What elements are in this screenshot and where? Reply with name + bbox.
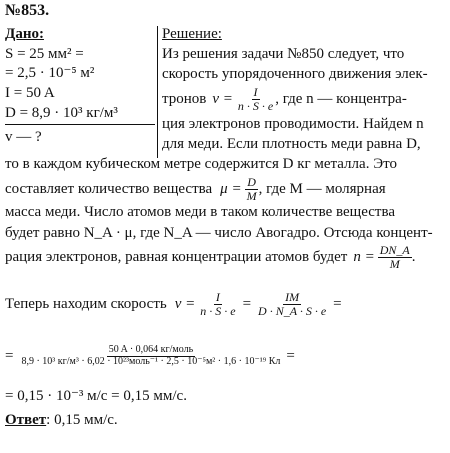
- given-line-2: = 2,5 · 10⁻⁵ м²: [5, 65, 95, 81]
- answer-line: [5, 413, 118, 428]
- fraction-numerator: D: [247, 175, 256, 189]
- solution-line-7: [5, 176, 386, 202]
- text: Теперь находим скорость: [5, 295, 167, 312]
- solution-line-13: = 0,15 · 10⁻³ м/с = 0,15 мм/с.: [5, 388, 187, 404]
- formula-lhs: v =: [212, 90, 233, 107]
- solution-line-5: для меди. Если плотность меди равна D,: [162, 136, 421, 152]
- answer-label: Ответ: [5, 412, 47, 428]
- formula-lhs: n =: [353, 248, 375, 265]
- solution-line-1: Из решения задачи №850 следует, что: [162, 46, 405, 62]
- fraction-numerator: DN_A: [379, 243, 410, 257]
- solution-title: Решение:: [162, 26, 222, 42]
- fraction: [245, 176, 259, 202]
- formula-lhs: μ =: [220, 180, 242, 197]
- text: , где n — концентра-: [275, 90, 407, 107]
- fraction-denominator: n · S · e: [200, 303, 236, 318]
- solution-line-9: будет равно N_A · μ, где N_A — число Авогадро. Отсюда концент-: [5, 225, 433, 241]
- answer-value: : 0,15 мм/с.: [46, 412, 118, 428]
- solution-line-4: ция электронов проводимости. Найдем n: [162, 116, 424, 132]
- text: рация электронов, равная концентрации атомов будет: [5, 248, 348, 265]
- fraction-denominator: M: [389, 256, 400, 271]
- fraction-denominator: 8,9 · 10³ кг/м³ · 6,02 · 10²³моль⁻¹ · 2,5 · 10⁻⁵м² · 1,6 · 10⁻¹⁹ Кл: [21, 355, 281, 367]
- fraction-denominator: n · S · e: [237, 98, 274, 113]
- given-line-3: I = 50 A: [5, 85, 55, 101]
- solution-line-11: [5, 291, 342, 317]
- text: составляет количество вещества: [5, 180, 213, 197]
- equals: =: [242, 295, 252, 312]
- fraction: [378, 244, 412, 270]
- given-separator: [157, 26, 158, 158]
- text: , где M — молярная: [258, 180, 386, 197]
- fraction: [236, 86, 275, 112]
- fraction: [198, 291, 237, 317]
- equals: =: [333, 295, 342, 312]
- given-divider: [5, 124, 155, 125]
- solution-line-3: [162, 86, 407, 112]
- given-line-4: D = 8,9 · 10³ кг/м³: [5, 105, 118, 121]
- text: .: [411, 248, 416, 265]
- given-line-1: S = 25 мм² =: [5, 46, 84, 62]
- given-unknown: v — ?: [5, 129, 42, 145]
- given-title: Дано:: [5, 26, 44, 42]
- solution-line-6: то в каждом кубическом метре содержится D кг металла. Это: [5, 156, 397, 172]
- fraction-numerator: IM: [285, 290, 300, 304]
- fraction-numerator: I: [215, 290, 220, 304]
- solution-line-8: масса меди. Число атомов меди в таком количестве вещества: [5, 204, 395, 220]
- fraction-numerator: 50 A · 0,064 кг/моль: [108, 344, 194, 355]
- fraction-denominator: D · N_A · S · e: [258, 303, 327, 318]
- equals: =: [5, 347, 14, 364]
- equals: =: [286, 347, 295, 364]
- fraction-denominator: M: [246, 188, 257, 203]
- text: тронов: [162, 90, 207, 107]
- solution-line-12: [5, 345, 295, 367]
- solution-line-10: [5, 244, 415, 270]
- solution-line-2: скорость упорядоченного движения элек-: [162, 66, 428, 82]
- formula-lhs: v =: [174, 295, 196, 312]
- problem-number: №853.: [5, 2, 50, 19]
- fraction: [256, 291, 328, 317]
- fraction-numerator: I: [253, 85, 258, 99]
- fraction: [19, 345, 282, 367]
